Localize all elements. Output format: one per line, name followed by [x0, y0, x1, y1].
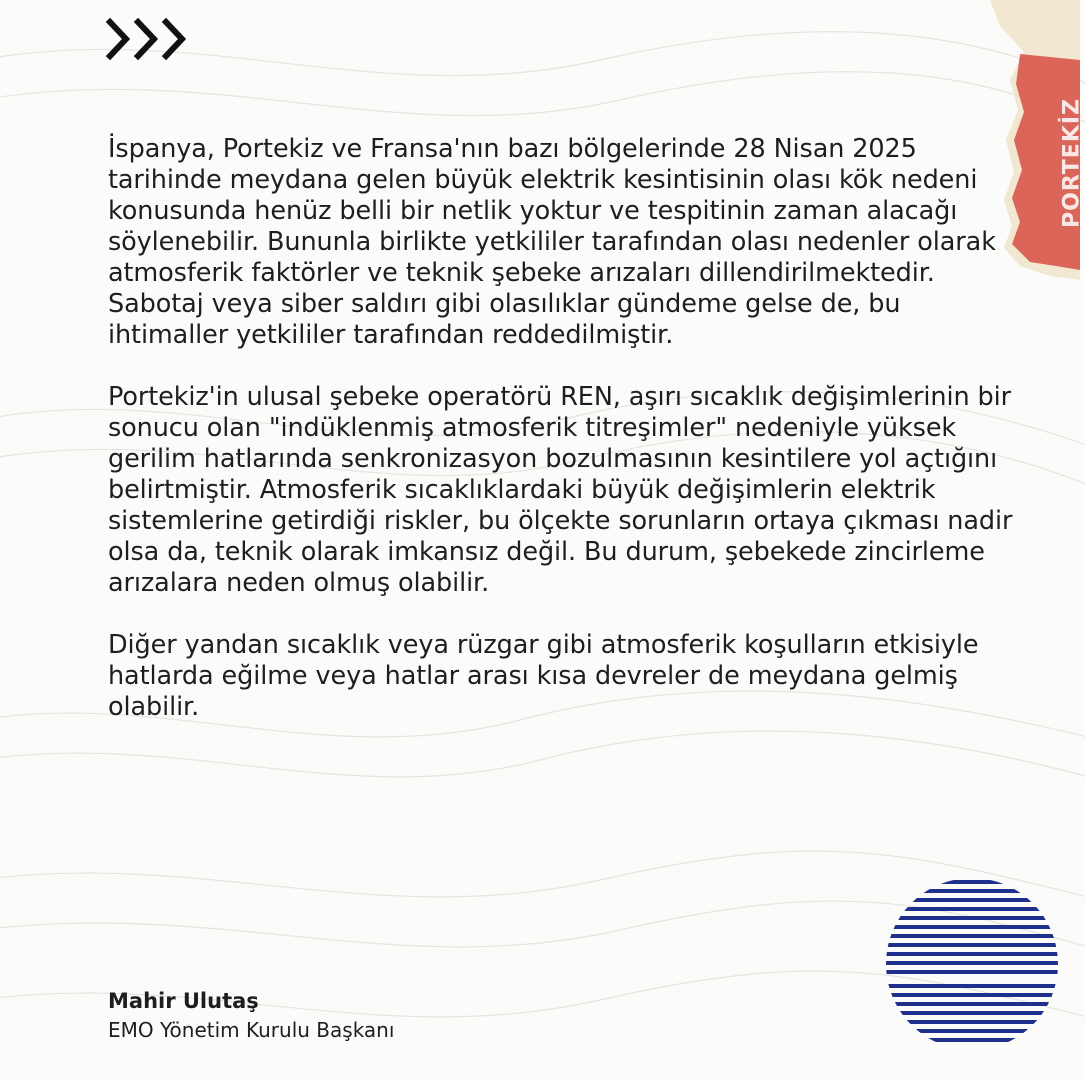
- signature-block: [108, 986, 394, 1044]
- emo-logo-icon: [884, 876, 1060, 1052]
- article-body: [108, 134, 1028, 754]
- triple-chevron-right-icon: [104, 16, 196, 62]
- map-region-label: PORTEKİZ: [1059, 98, 1085, 228]
- paragraph-3: Diğer yandan sıcaklık veya rüzgar gibi atmosferik koşulların etkisiyle hatlarda eğilme veya hatlar arası kısa devreler de meydana gelmiş olabilir.: [108, 630, 979, 722]
- paragraph-1: İspanya, Portekiz ve Fransa'nın bazı bölgelerinde 28 Nisan 2025 tarihinde meydana gelen büyük elektrik kesintisinin olası kök nedeni konusunda henüz belli bir netlik yoktur ve tespitinin zaman alacağı söylenebilir. Bununla birlikte yetkililer tarafından olası nedenler olarak atmosferik faktörler ve teknik şebeke arızaları dillendirilmektedir. Sabotaj veya siber saldırı gibi olasılıklar gündeme gelse de, bu ihtimaller yetkililer tarafından reddedilmiştir.: [108, 134, 996, 350]
- author-title: EMO Yönetim Kurulu Başkanı: [108, 1018, 395, 1042]
- author-name: Mahir Ulutaş: [108, 989, 259, 1013]
- paragraph-2: Portekiz'in ulusal şebeke operatörü REN, aşırı sıcaklık değişimlerinin bir sonucu olan "indüklenmiş atmosferik titreşimler" nedeniyle yüksek gerilim hatlarında senkronizasyon bozulmasının kesintilere yol açtığını belirtmiştir. Atmosferik sıcaklıklardaki büyük değişimlerin elektrik sistemlerine getirdiği riskler, bu ölçekte sorunların ortaya çıkması nadir olsa da, teknik olarak imkansız değil. Bu durum, şebekede zincirleme arızalara neden olmuş olabilir.: [108, 382, 1013, 598]
